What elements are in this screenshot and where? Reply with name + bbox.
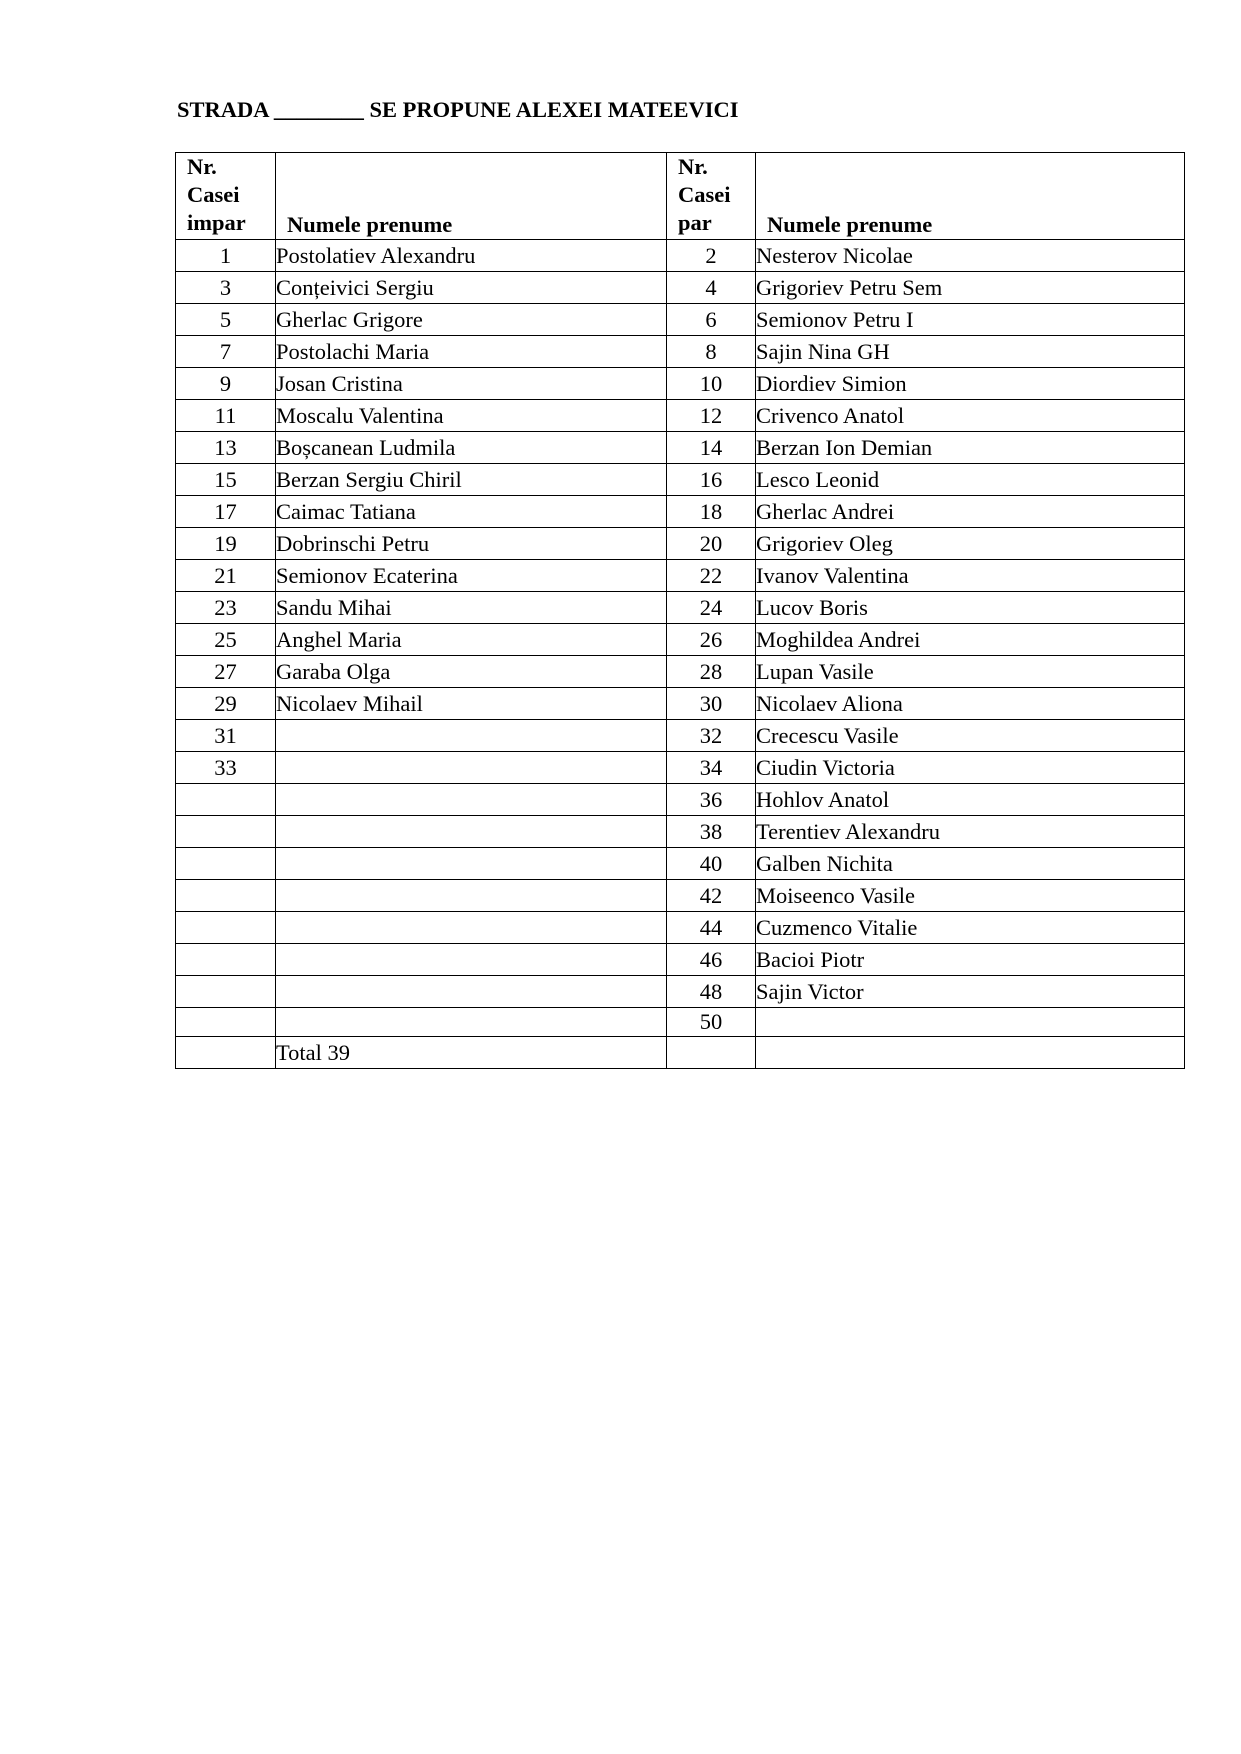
odd-resident-name-cell: Caimac Tatiana [276, 496, 667, 528]
odd-house-number-cell: 23 [176, 592, 276, 624]
page-title: STRADA ________ SE PROPUNE ALEXEI MATEEVICI [177, 97, 739, 122]
even-resident-name-cell: Grigoriev Oleg [756, 528, 1185, 560]
odd-resident-name-cell: Total 39 [276, 1037, 667, 1069]
odd-house-number-cell [176, 944, 276, 976]
table-row [176, 624, 1185, 656]
even-house-number-cell: 6 [667, 304, 756, 336]
odd-house-number-cell: 11 [176, 400, 276, 432]
odd-house-number-cell [176, 912, 276, 944]
odd-house-number-cell: 3 [176, 272, 276, 304]
table-row [176, 816, 1185, 848]
header-odd-house-number [176, 153, 276, 240]
even-resident-name-cell [756, 1008, 1185, 1037]
header-even-house-number [667, 153, 756, 240]
odd-house-number-cell: 29 [176, 688, 276, 720]
even-house-number-cell: 40 [667, 848, 756, 880]
even-resident-name-cell: Ivanov Valentina [756, 560, 1185, 592]
odd-house-number-cell [176, 784, 276, 816]
even-house-number-cell: 34 [667, 752, 756, 784]
table-row [176, 592, 1185, 624]
odd-resident-name-cell: Nicolaev Mihail [276, 688, 667, 720]
even-resident-name-cell: Nicolaev Aliona [756, 688, 1185, 720]
odd-resident-name-cell [276, 944, 667, 976]
odd-resident-name-cell: Postolachi Maria [276, 336, 667, 368]
odd-resident-name-cell: Conțeivici Sergiu [276, 272, 667, 304]
table-row [176, 464, 1185, 496]
even-resident-name-cell: Lupan Vasile [756, 656, 1185, 688]
odd-resident-name-cell [276, 848, 667, 880]
table-body [176, 240, 1185, 1069]
even-house-number-cell: 30 [667, 688, 756, 720]
table-row [176, 656, 1185, 688]
table-row [176, 1008, 1185, 1037]
table-row [176, 240, 1185, 272]
odd-house-number-cell [176, 848, 276, 880]
even-resident-name-cell: Sajin Nina GH [756, 336, 1185, 368]
header-even-name [756, 153, 1185, 240]
odd-house-number-cell: 31 [176, 720, 276, 752]
odd-house-number-cell: 17 [176, 496, 276, 528]
even-house-number-cell: 22 [667, 560, 756, 592]
even-house-number-cell: 46 [667, 944, 756, 976]
even-resident-name-cell: Berzan Ion Demian [756, 432, 1185, 464]
odd-house-number-cell: 19 [176, 528, 276, 560]
even-resident-name-cell: Galben Nichita [756, 848, 1185, 880]
even-house-number-cell: 18 [667, 496, 756, 528]
odd-resident-name-cell [276, 752, 667, 784]
odd-resident-name-cell: Boșcanean Ludmila [276, 432, 667, 464]
odd-resident-name-cell: Anghel Maria [276, 624, 667, 656]
even-house-number-cell: 28 [667, 656, 756, 688]
even-house-number-cell: 36 [667, 784, 756, 816]
even-house-number-cell [667, 1037, 756, 1069]
table-row [176, 880, 1185, 912]
odd-house-number-cell [176, 1037, 276, 1069]
odd-resident-name-cell [276, 720, 667, 752]
even-resident-name-cell: Crivenco Anatol [756, 400, 1185, 432]
even-house-number-cell: 44 [667, 912, 756, 944]
table-row [176, 560, 1185, 592]
odd-house-number-cell: 21 [176, 560, 276, 592]
even-resident-name-cell: Hohlov Anatol [756, 784, 1185, 816]
even-resident-name-cell: Nesterov Nicolae [756, 240, 1185, 272]
odd-house-number-cell: 5 [176, 304, 276, 336]
table-row [176, 336, 1185, 368]
header-even-house-number-label: Nr. Casei par [678, 154, 731, 235]
odd-resident-name-cell: Josan Cristina [276, 368, 667, 400]
header-even-name-label: Numele prenume [767, 212, 933, 237]
odd-house-number-cell [176, 1008, 276, 1037]
even-house-number-cell: 16 [667, 464, 756, 496]
table-row [176, 272, 1185, 304]
even-resident-name-cell: Bacioi Piotr [756, 944, 1185, 976]
even-house-number-cell: 2 [667, 240, 756, 272]
table-row [176, 496, 1185, 528]
even-house-number-cell: 24 [667, 592, 756, 624]
odd-house-number-cell: 27 [176, 656, 276, 688]
even-house-number-cell: 32 [667, 720, 756, 752]
odd-resident-name-cell: Moscalu Valentina [276, 400, 667, 432]
table-row [176, 720, 1185, 752]
odd-house-number-cell: 7 [176, 336, 276, 368]
odd-house-number-cell: 33 [176, 752, 276, 784]
even-house-number-cell: 4 [667, 272, 756, 304]
odd-house-number-cell: 25 [176, 624, 276, 656]
table-row [176, 944, 1185, 976]
odd-resident-name-cell [276, 912, 667, 944]
even-house-number-cell: 42 [667, 880, 756, 912]
even-resident-name-cell: Sajin Victor [756, 976, 1185, 1008]
odd-resident-name-cell: Sandu Mihai [276, 592, 667, 624]
table-row [176, 784, 1185, 816]
odd-resident-name-cell: Gherlac Grigore [276, 304, 667, 336]
even-resident-name-cell: Cuzmenco Vitalie [756, 912, 1185, 944]
table-row [176, 976, 1185, 1008]
even-resident-name-cell: Terentiev Alexandru [756, 816, 1185, 848]
table-row [176, 528, 1185, 560]
header-odd-name [276, 153, 667, 240]
even-resident-name-cell: Lucov Boris [756, 592, 1185, 624]
table-row [176, 368, 1185, 400]
even-house-number-cell: 10 [667, 368, 756, 400]
even-resident-name-cell: Moghildea Andrei [756, 624, 1185, 656]
table-row [176, 304, 1185, 336]
odd-resident-name-cell: Berzan Sergiu Chiril [276, 464, 667, 496]
table-row [176, 432, 1185, 464]
even-house-number-cell: 38 [667, 816, 756, 848]
odd-resident-name-cell: Postolatiev Alexandru [276, 240, 667, 272]
table-row [176, 752, 1185, 784]
even-house-number-cell: 48 [667, 976, 756, 1008]
even-resident-name-cell: Grigoriev Petru Sem [756, 272, 1185, 304]
even-resident-name-cell [756, 1037, 1185, 1069]
table-header-row [176, 153, 1185, 240]
even-resident-name-cell: Crecescu Vasile [756, 720, 1185, 752]
odd-house-number-cell: 1 [176, 240, 276, 272]
residents-table [175, 152, 1185, 1069]
header-odd-house-number-label: Nr. Casei impar [187, 154, 246, 235]
even-house-number-cell: 8 [667, 336, 756, 368]
odd-resident-name-cell: Dobrinschi Petru [276, 528, 667, 560]
odd-house-number-cell [176, 816, 276, 848]
odd-house-number-cell: 15 [176, 464, 276, 496]
odd-house-number-cell [176, 976, 276, 1008]
odd-resident-name-cell [276, 784, 667, 816]
even-resident-name-cell: Ciudin Victoria [756, 752, 1185, 784]
odd-resident-name-cell: Semionov Ecaterina [276, 560, 667, 592]
odd-resident-name-cell: Garaba Olga [276, 656, 667, 688]
table-row [176, 688, 1185, 720]
even-resident-name-cell: Diordiev Simion [756, 368, 1185, 400]
odd-resident-name-cell [276, 976, 667, 1008]
table-row [176, 848, 1185, 880]
even-house-number-cell: 50 [667, 1008, 756, 1037]
table-row [176, 912, 1185, 944]
table-row [176, 1037, 1185, 1069]
odd-house-number-cell: 9 [176, 368, 276, 400]
odd-resident-name-cell [276, 880, 667, 912]
even-house-number-cell: 12 [667, 400, 756, 432]
odd-house-number-cell: 13 [176, 432, 276, 464]
even-resident-name-cell: Semionov Petru I [756, 304, 1185, 336]
odd-resident-name-cell [276, 816, 667, 848]
even-resident-name-cell: Lesco Leonid [756, 464, 1185, 496]
header-odd-name-label: Numele prenume [287, 212, 453, 237]
even-house-number-cell: 14 [667, 432, 756, 464]
even-resident-name-cell: Gherlac Andrei [756, 496, 1185, 528]
even-resident-name-cell: Moiseenco Vasile [756, 880, 1185, 912]
table-row [176, 400, 1185, 432]
even-house-number-cell: 20 [667, 528, 756, 560]
odd-house-number-cell [176, 880, 276, 912]
even-house-number-cell: 26 [667, 624, 756, 656]
odd-resident-name-cell [276, 1008, 667, 1037]
